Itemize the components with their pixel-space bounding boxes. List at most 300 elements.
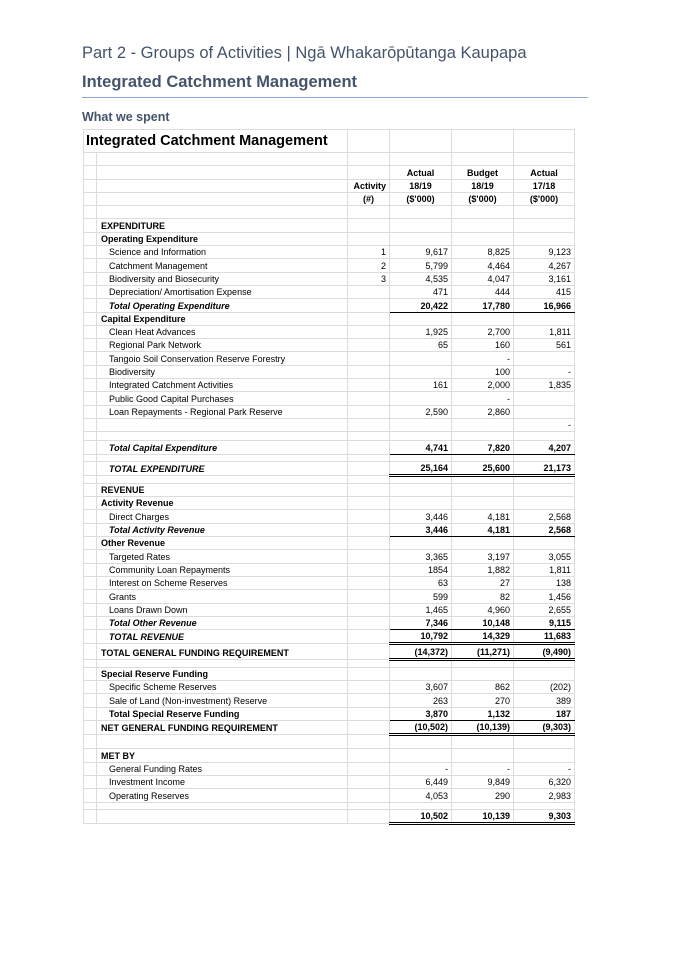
table-cell-label: ($'000): [390, 192, 452, 205]
table-cell: [84, 603, 97, 616]
table-cell-value: 10,792: [390, 630, 452, 644]
table-cell: [84, 550, 97, 563]
table-cell-value: 9,617: [390, 246, 452, 259]
table-cell-label: Targeted Rates: [97, 550, 348, 563]
total-row: [84, 644, 575, 659]
section-heading-row: [84, 219, 575, 232]
col-budget-1819-header: Budget: [452, 166, 514, 179]
table-cell: [390, 454, 452, 461]
table-cell: [348, 630, 390, 644]
table-row: [84, 259, 575, 272]
table-cell: [84, 510, 97, 523]
table-cell: [514, 802, 575, 809]
table-cell: [390, 432, 452, 441]
table-cell-value: 8,825: [452, 246, 514, 259]
table-cell: [390, 475, 452, 483]
table-cell: [84, 206, 97, 219]
table-cell: [348, 550, 390, 563]
table-cell-label: (#): [348, 192, 390, 205]
table-row: [84, 576, 575, 589]
table-cell: [348, 776, 390, 789]
table-cell: [348, 523, 390, 536]
table-cell-value: [514, 405, 575, 418]
table-cell-label: TOTAL REVENUE: [97, 630, 348, 644]
table-cell-value: (14,372): [390, 644, 452, 659]
table-cell: [84, 590, 97, 603]
table-cell: [452, 749, 514, 762]
table-cell-label: Specific Scheme Reserves: [97, 680, 348, 693]
table-cell-label: Other Revenue: [97, 537, 348, 550]
table-row: [84, 285, 575, 298]
table-cell: [348, 432, 390, 441]
table-cell-label: TOTAL EXPENDITURE: [97, 461, 348, 475]
table-cell: [514, 483, 575, 496]
table-cell: [452, 483, 514, 496]
table-cell-value: 11,683: [514, 630, 575, 644]
table-row: [84, 762, 575, 775]
table-cell: [348, 219, 390, 232]
table-cell: [348, 497, 390, 510]
table-cell-value: 4,267: [514, 259, 575, 272]
table-cell: [97, 206, 348, 219]
table-cell-label: ($'000): [452, 192, 514, 205]
subtotal-row: [84, 523, 575, 536]
table-cell: [348, 616, 390, 629]
table-cell: [348, 789, 390, 802]
table-cell-label: Total Other Revenue: [97, 616, 348, 629]
table-cell: [84, 441, 97, 454]
table-cell: [84, 576, 97, 589]
table-cell-value: -: [390, 762, 452, 775]
table-cell: [97, 802, 348, 809]
table-cell-label: Regional Park Network: [97, 339, 348, 352]
table-cell: [84, 644, 97, 659]
subsection-heading-row: [84, 312, 575, 325]
table-cell-label: EXPENDITURE: [97, 219, 348, 232]
table-cell: [348, 720, 390, 734]
table-row: [84, 365, 575, 378]
table-cell: [84, 749, 97, 762]
table-cell-label: Biodiversity: [97, 365, 348, 378]
table-cell: [84, 789, 97, 802]
table-cell: [514, 312, 575, 325]
table-cell: [84, 312, 97, 325]
table-cell: [84, 246, 97, 259]
table-cell-value: [390, 392, 452, 405]
column-header-row: [84, 192, 575, 205]
table-cell-value: 2,590: [390, 405, 452, 418]
table-cell-value: [390, 352, 452, 365]
table-cell-value: 27: [452, 576, 514, 589]
table-cell-value: 4,960: [452, 603, 514, 616]
table-row: [84, 789, 575, 802]
table-cell-value: 3,365: [390, 550, 452, 563]
table-cell: [390, 232, 452, 245]
table-cell: [348, 365, 390, 378]
table-cell-value: 3,870: [390, 707, 452, 720]
table-cell-value: 7,820: [452, 441, 514, 454]
table-cell-value: -: [452, 392, 514, 405]
spacer-row: [84, 735, 575, 749]
table-cell: [452, 537, 514, 550]
table-cell: [84, 179, 97, 192]
table-cell: [514, 497, 575, 510]
table-cell-value: 4,181: [452, 523, 514, 536]
table-cell-label: Loan Repayments - Regional Park Reserve: [97, 405, 348, 418]
table-row: [84, 246, 575, 259]
table-cell-value: [390, 365, 452, 378]
table-cell-value: 3,197: [452, 550, 514, 563]
table-cell: [348, 299, 390, 312]
table-cell-value: 9,123: [514, 246, 575, 259]
table-cell: [514, 206, 575, 219]
table-cell: [84, 523, 97, 536]
table-cell-value: 82: [452, 590, 514, 603]
section-heading-row: [84, 483, 575, 496]
table-cell: [348, 667, 390, 680]
table-cell: [514, 537, 575, 550]
table-cell: [390, 483, 452, 496]
table-cell-value: 4,053: [390, 789, 452, 802]
table-cell: [514, 667, 575, 680]
spacer-row: [84, 153, 575, 166]
table-cell-value: [514, 392, 575, 405]
table-cell-value: 2,000: [452, 379, 514, 392]
heading-divider: [82, 97, 588, 98]
table-cell: [452, 497, 514, 510]
subsection-heading-row: [84, 537, 575, 550]
table-cell-value: 6,449: [390, 776, 452, 789]
table-cell: [452, 735, 514, 749]
table-row: [84, 680, 575, 693]
table-cell-value: -: [514, 762, 575, 775]
table-cell-value: (9,490): [514, 644, 575, 659]
table-cell-value: 63: [390, 576, 452, 589]
table-cell-value: 4,741: [390, 441, 452, 454]
section-heading: What we spent: [82, 110, 170, 124]
table-cell-value: 161: [390, 379, 452, 392]
table-cell-label: NET GENERAL FUNDING REQUIREMENT: [97, 720, 348, 734]
table-cell-label: Total Capital Expenditure: [97, 441, 348, 454]
table-cell-value: 5,799: [390, 259, 452, 272]
table-cell: [390, 735, 452, 749]
table-cell: [390, 749, 452, 762]
table-cell-value: [514, 352, 575, 365]
subtotal-row: [84, 707, 575, 720]
subtotal-row: [84, 299, 575, 312]
table-cell-value: (11,271): [452, 644, 514, 659]
table-cell-value: 3,446: [390, 523, 452, 536]
table-cell-label: Investment Income: [97, 776, 348, 789]
table-cell-value: [390, 418, 452, 431]
table-cell: [84, 809, 97, 823]
table-row: [84, 563, 575, 576]
table-cell-value: 14,329: [452, 630, 514, 644]
table-row: [84, 550, 575, 563]
col-actual-1819-header: Actual: [390, 166, 452, 179]
table-title-row: [84, 130, 575, 153]
table-cell-value: 4,535: [390, 272, 452, 285]
table-cell: [84, 418, 97, 431]
table-cell: [348, 206, 390, 219]
table-cell: [84, 720, 97, 734]
table-cell-value: 4,047: [452, 272, 514, 285]
table-cell: [97, 432, 348, 441]
table-cell-label: Integrated Catchment Activities: [97, 379, 348, 392]
table-cell: [84, 667, 97, 680]
table-cell: [348, 510, 390, 523]
table-row: [84, 694, 575, 707]
subsection-heading-row: [84, 232, 575, 245]
table-cell: [348, 405, 390, 418]
table-cell: [84, 475, 97, 483]
table-row: [84, 776, 575, 789]
table-cell-value: -: [452, 352, 514, 365]
table-cell: [84, 659, 97, 667]
table-cell-label: Special Reserve Funding: [97, 667, 348, 680]
table-cell: [348, 392, 390, 405]
table-cell-label: Operating Expenditure: [97, 232, 348, 245]
table-cell: [452, 130, 514, 153]
table-cell-value: (10,502): [390, 720, 452, 734]
table-cell-label: Community Loan Repayments: [97, 563, 348, 576]
table-cell-label: Activity Revenue: [97, 497, 348, 510]
table-cell: [514, 232, 575, 245]
table-cell: [84, 299, 97, 312]
table-cell-value: 1,882: [452, 563, 514, 576]
table-cell-label: 18/19: [390, 179, 452, 192]
table-cell: [84, 272, 97, 285]
table-cell: [84, 680, 97, 693]
table-cell-value: 25,164: [390, 461, 452, 475]
table-cell: [348, 339, 390, 352]
table-cell: [452, 802, 514, 809]
table-cell: [452, 475, 514, 483]
table-cell: [84, 454, 97, 461]
table-cell-label: 17/18: [514, 179, 575, 192]
table-cell-label: Catchment Management: [97, 259, 348, 272]
table-cell-value: 2,860: [452, 405, 514, 418]
table-cell-value: 862: [452, 680, 514, 693]
col-activity-header: Activity: [348, 179, 390, 192]
table-cell-value: 3,446: [390, 510, 452, 523]
table-cell: [452, 206, 514, 219]
table-cell: [390, 497, 452, 510]
table-cell: [84, 694, 97, 707]
table-cell-value: 2,568: [514, 510, 575, 523]
table-cell-value: 4,181: [452, 510, 514, 523]
subtotal-row: [84, 441, 575, 454]
table-cell: [97, 454, 348, 461]
table-cell: [84, 735, 97, 749]
table-cell-value: 3,055: [514, 550, 575, 563]
table-cell-label: Biodiversity and Biosecurity: [97, 272, 348, 285]
table-cell-label: Total Operating Expenditure: [97, 299, 348, 312]
table-cell-value: 1,132: [452, 707, 514, 720]
table-cell: [97, 166, 348, 179]
page-group-heading: Integrated Catchment Management: [82, 73, 358, 91]
table-cell-value: (9,303): [514, 720, 575, 734]
table-cell: [348, 461, 390, 475]
table-cell: [84, 802, 97, 809]
table-cell: [452, 667, 514, 680]
table-row: [84, 590, 575, 603]
table-cell-value: 10,139: [452, 809, 514, 823]
table-cell-value: 389: [514, 694, 575, 707]
table-cell: [390, 667, 452, 680]
table-cell-label: Tangoio Soil Conservation Reserve Forestry: [97, 352, 348, 365]
table-cell-value: 1,835: [514, 379, 575, 392]
table-cell-value: 21,173: [514, 461, 575, 475]
table-cell-value: 65: [390, 339, 452, 352]
table-cell-label: [97, 418, 348, 431]
table-cell-value: 2,655: [514, 603, 575, 616]
table-cell: [514, 153, 575, 166]
table-cell: [348, 454, 390, 461]
table-cell: [390, 206, 452, 219]
table-cell-label: Science and Information: [97, 246, 348, 259]
table-cell-value: 2,568: [514, 523, 575, 536]
table-row: [84, 379, 575, 392]
table-cell: [390, 537, 452, 550]
table-cell-label: MET BY: [97, 749, 348, 762]
table-title: Integrated Catchment Management: [84, 130, 348, 153]
table-row: [84, 418, 575, 431]
table-row: [84, 325, 575, 338]
table-cell: [348, 659, 390, 667]
table-cell-value: 160: [452, 339, 514, 352]
table-cell-label: REVENUE: [97, 483, 348, 496]
table-cell: [84, 762, 97, 775]
table-cell: [84, 483, 97, 496]
table-cell: [348, 475, 390, 483]
table-cell-value: 138: [514, 576, 575, 589]
table-cell: [84, 379, 97, 392]
table-cell: [348, 680, 390, 693]
table-cell: [452, 232, 514, 245]
table-cell-value: (10,139): [452, 720, 514, 734]
table-cell: [84, 461, 97, 475]
table-cell: [348, 379, 390, 392]
table-cell-value: 25,600: [452, 461, 514, 475]
table-cell: [514, 432, 575, 441]
table-cell-value: 599: [390, 590, 452, 603]
table-cell-value: [452, 418, 514, 431]
table-cell: [390, 802, 452, 809]
table-cell: [348, 418, 390, 431]
table-cell-label: [348, 166, 390, 179]
table-cell: [348, 483, 390, 496]
table-cell: [348, 352, 390, 365]
table-cell: [97, 735, 348, 749]
table-cell-label: ($'000): [514, 192, 575, 205]
table-cell-value: [348, 285, 390, 298]
table-cell: [348, 694, 390, 707]
table-cell-value: 1,811: [514, 563, 575, 576]
table-cell-label: 18/19: [452, 179, 514, 192]
table-cell-value: 4,464: [452, 259, 514, 272]
table-cell: [348, 735, 390, 749]
table-cell: [84, 432, 97, 441]
table-cell: [348, 809, 390, 823]
table-cell: [84, 405, 97, 418]
table-cell: [84, 630, 97, 644]
table-cell-label: Sale of Land (Non-investment) Reserve: [97, 694, 348, 707]
table-cell-value: 100: [452, 365, 514, 378]
table-cell: [390, 153, 452, 166]
table-cell-value: 1: [348, 246, 390, 259]
table-cell: [514, 659, 575, 667]
spacer-row: [84, 802, 575, 809]
table-cell-value: 1,465: [390, 603, 452, 616]
table-cell-label: Total Activity Revenue: [97, 523, 348, 536]
table-cell-label: Loans Drawn Down: [97, 603, 348, 616]
table-cell: [390, 130, 452, 153]
table-cell-value: 17,780: [452, 299, 514, 312]
table-cell: [514, 735, 575, 749]
table-cell-label: General Funding Rates: [97, 762, 348, 775]
table-cell: [348, 707, 390, 720]
table-cell-value: 1854: [390, 563, 452, 576]
table-row: [84, 272, 575, 285]
table-cell: [97, 809, 348, 823]
table-cell-value: -: [514, 365, 575, 378]
total-row: [84, 809, 575, 823]
table-cell: [84, 392, 97, 405]
table-cell: [84, 707, 97, 720]
table-cell-value: 1,811: [514, 325, 575, 338]
total-row: [84, 630, 575, 644]
table-cell: [84, 166, 97, 179]
table-row: [84, 352, 575, 365]
table-cell: [84, 497, 97, 510]
table-cell: [452, 312, 514, 325]
column-header-row: [84, 179, 575, 192]
table-row: [84, 339, 575, 352]
table-cell: [390, 219, 452, 232]
table-cell: [348, 802, 390, 809]
table-cell-value: 16,966: [514, 299, 575, 312]
col-actual-1718-header: Actual: [514, 166, 575, 179]
table-cell-value: 7,346: [390, 616, 452, 629]
table-cell-label: Capital Expenditure: [97, 312, 348, 325]
table-cell: [348, 644, 390, 659]
table-cell-value: 415: [514, 285, 575, 298]
table-row: [84, 510, 575, 523]
spacer-row: [84, 432, 575, 441]
table-cell: [452, 659, 514, 667]
table-cell-value: 6,320: [514, 776, 575, 789]
table-cell-value: 561: [514, 339, 575, 352]
table-row: [84, 603, 575, 616]
table-cell: [390, 659, 452, 667]
table-cell-value: 1,925: [390, 325, 452, 338]
table-cell-value: 9,303: [514, 809, 575, 823]
table-cell: [97, 153, 348, 166]
table-cell-value: 2,983: [514, 789, 575, 802]
table-cell-value: 10,502: [390, 809, 452, 823]
table-cell: [84, 352, 97, 365]
total-row: [84, 720, 575, 734]
table-cell-value: -: [452, 762, 514, 775]
table-cell-label: Interest on Scheme Reserves: [97, 576, 348, 589]
table-cell-value: 270: [452, 694, 514, 707]
table-cell: [348, 232, 390, 245]
page-part-heading: Part 2 - Groups of Activities | Ngā Whakarōpūtanga Kaupapa: [82, 44, 527, 62]
table-cell: [84, 153, 97, 166]
table-cell: [348, 537, 390, 550]
table-cell-value: (202): [514, 680, 575, 693]
